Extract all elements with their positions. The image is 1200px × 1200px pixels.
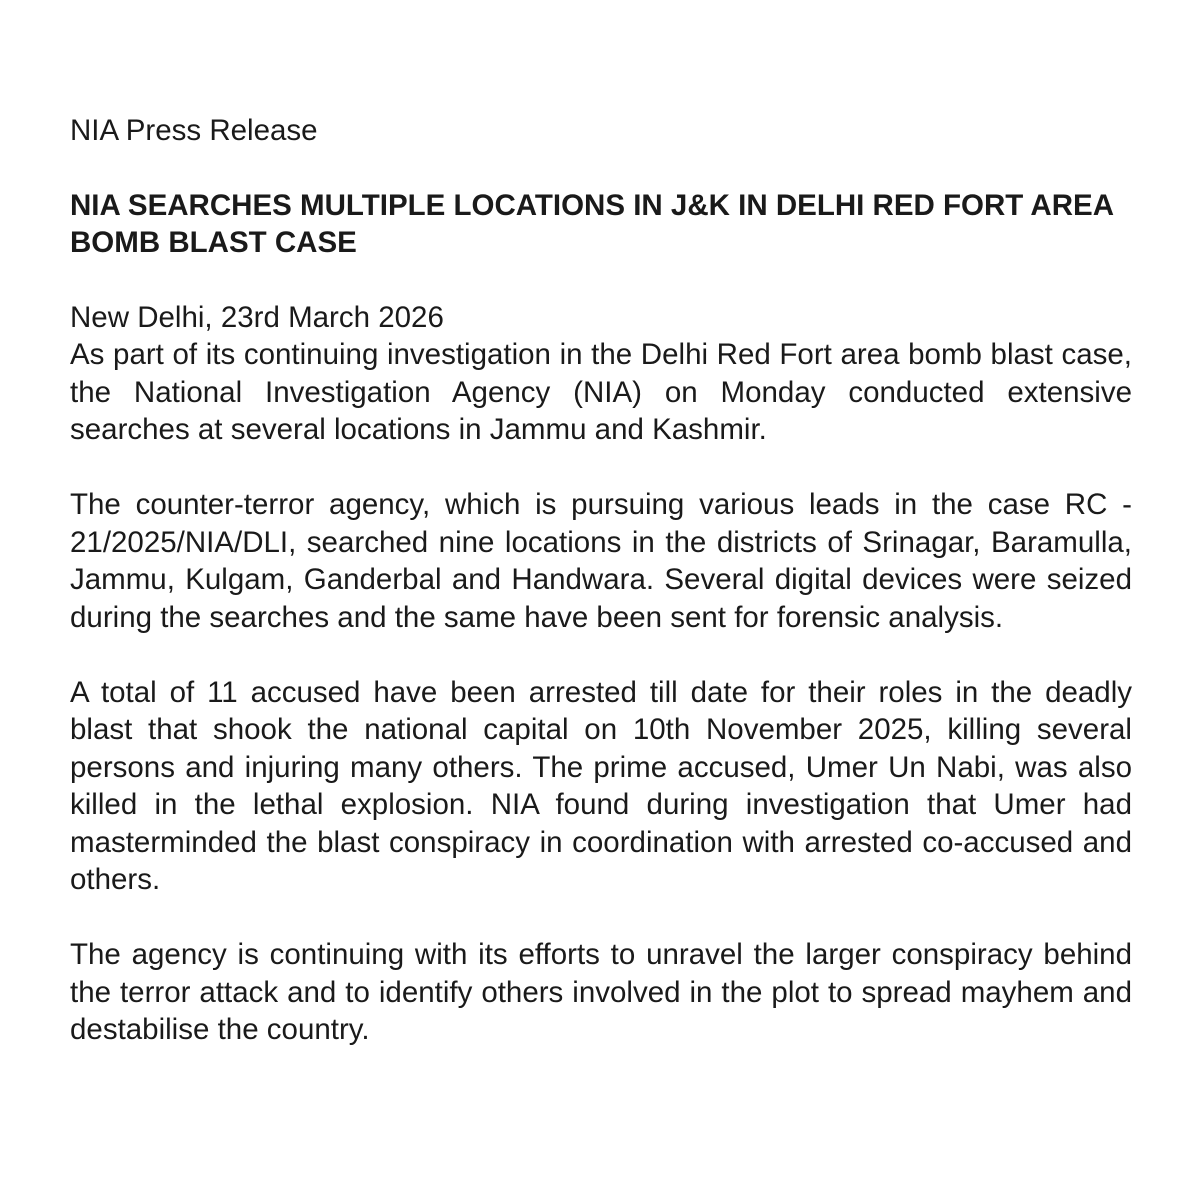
headline: NIA SEARCHES MULTIPLE LOCATIONS IN J&K IN DELHI RED FORT AREA BOMB BLAST CASE — [70, 188, 1113, 259]
paragraph-arrests: A total of 11 accused have been arrested till date for their roles in the deadly blast that shook the national capital on 10th November 2025, killing several persons and injuring many others. The prime accused, Umer Un Nabi, was also killed in the lethal explosion. NIA found during investigation that Umer had masterminded the blast conspiracy in coordination with arrested co-accused and others. — [70, 675, 1132, 896]
dateline: New Delhi, 23rd March 2026 — [70, 300, 444, 334]
paragraph-searches: The counter-terror agency, which is pursuing various leads in the case RC - 21/2025/NIA/DLI, searched nine locations in the districts of Srinagar, Baramulla, Jammu, Kulgam, Ganderbal and Handwara. Several digital devices were seized during the searches and the same have been sent for forensic analysis. — [70, 488, 1132, 634]
press-release-document — [70, 112, 1132, 1049]
paragraph-intro: As part of its continuing investigation in the Delhi Red Fort area bomb blast case, the National Investigation Agency (NIA) on Monday conducted extensive searches at several locations in Jammu and Kashmir. — [70, 338, 1132, 446]
document-label: NIA Press Release — [70, 114, 318, 147]
paragraph-conclusion: The agency is continuing with its efforts to unravel the larger conspiracy behind the terror attack and to identify others involved in the plot to spread mayhem and destabilise the country. — [70, 938, 1132, 1046]
